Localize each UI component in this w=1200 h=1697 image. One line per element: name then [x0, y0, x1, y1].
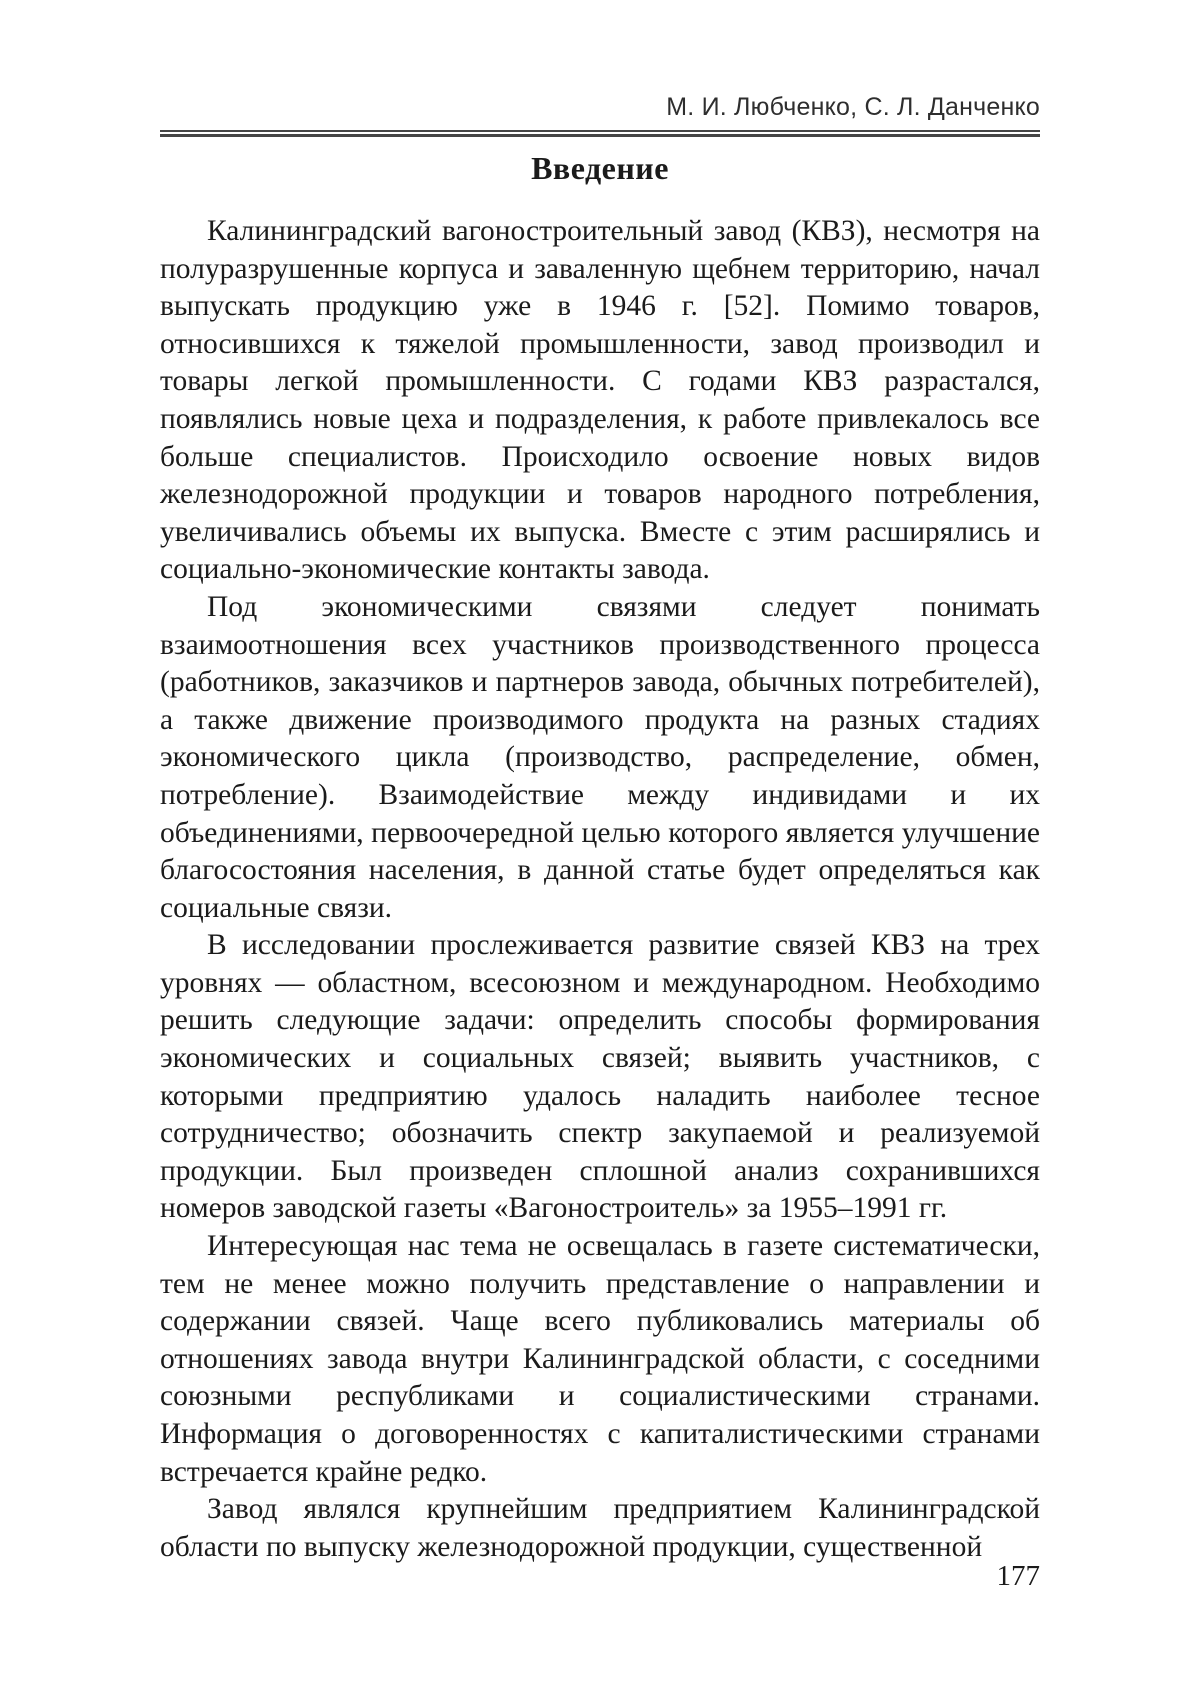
- paragraph-5: Завод являлся крупнейшим предприятием Калининградской области по выпуску железнодорожной продукции, существенной: [160, 1493, 1040, 1563]
- paragraph-4: Интересующая нас тема не освещалась в газете систематически, тем не менее можно получить представление о направлении и содержании связей. Чаще всего публиковались материалы об отношениях завода внутри Калининградской области, с соседними союзными республиками и социалистическими странами. Информация о договоренностях с капиталистическими странами встречается крайне редко.: [160, 1230, 1040, 1488]
- page-number: 177: [996, 1560, 1040, 1592]
- section-title: Введение: [531, 150, 669, 186]
- running-head-authors: М. И. Любченко, С. Л. Данченко: [666, 93, 1040, 121]
- paragraph-2: Под экономическими связями следует понимать взаимоотношения всех участников производственного процесса (работников, заказчиков и партнеров завода, обычных потребителей), а также движение производимого продукта на разных стадиях экономического цикла (производство, распределение, обмен, потребление). Взаимодействие между индивидами и их объединениями, первоочередной целью которого является улучшение благосостояния населения, в данной статье будет определяться как социальные связи.: [160, 590, 1040, 924]
- paragraph-3: В исследовании прослеживается развитие связей КВЗ на трех уровнях — областном, всесоюзном и международном. Необходимо решить следующие задачи: определить способы формирования экономических и социальных связей; выявить участников, с которыми предприятию удалось наладить наиболее тесное сотрудничество; обозначить спектр закупаемой и реализуемой продукции. Был произведен сплошной анализ сохранившихся номеров заводской газеты «Вагоностроитель» за 1955–1991 гг.: [160, 929, 1040, 1225]
- paragraph-1: Калининградский вагоностроительный завод (КВЗ), несмотря на полуразрушенные корпуса и заваленную щебнем территорию, начал выпускать продукцию уже в 1946 г. [52]. Помимо товаров, относившихся к тяжелой промышленности, завод производил и товары легкой промышленности. С годами КВЗ разрастался, появлялись новые цеха и подразделения, к работе привлекалось все больше специалистов. Происходило освоение новых видов железнодорожной продукции и товаров народного потребления, увеличивались объемы их выпуска. Вместе с этим расширялись и социально-экономические контакты завода.: [160, 215, 1040, 586]
- body-text: [160, 213, 1040, 1566]
- header-rule: [160, 130, 1040, 137]
